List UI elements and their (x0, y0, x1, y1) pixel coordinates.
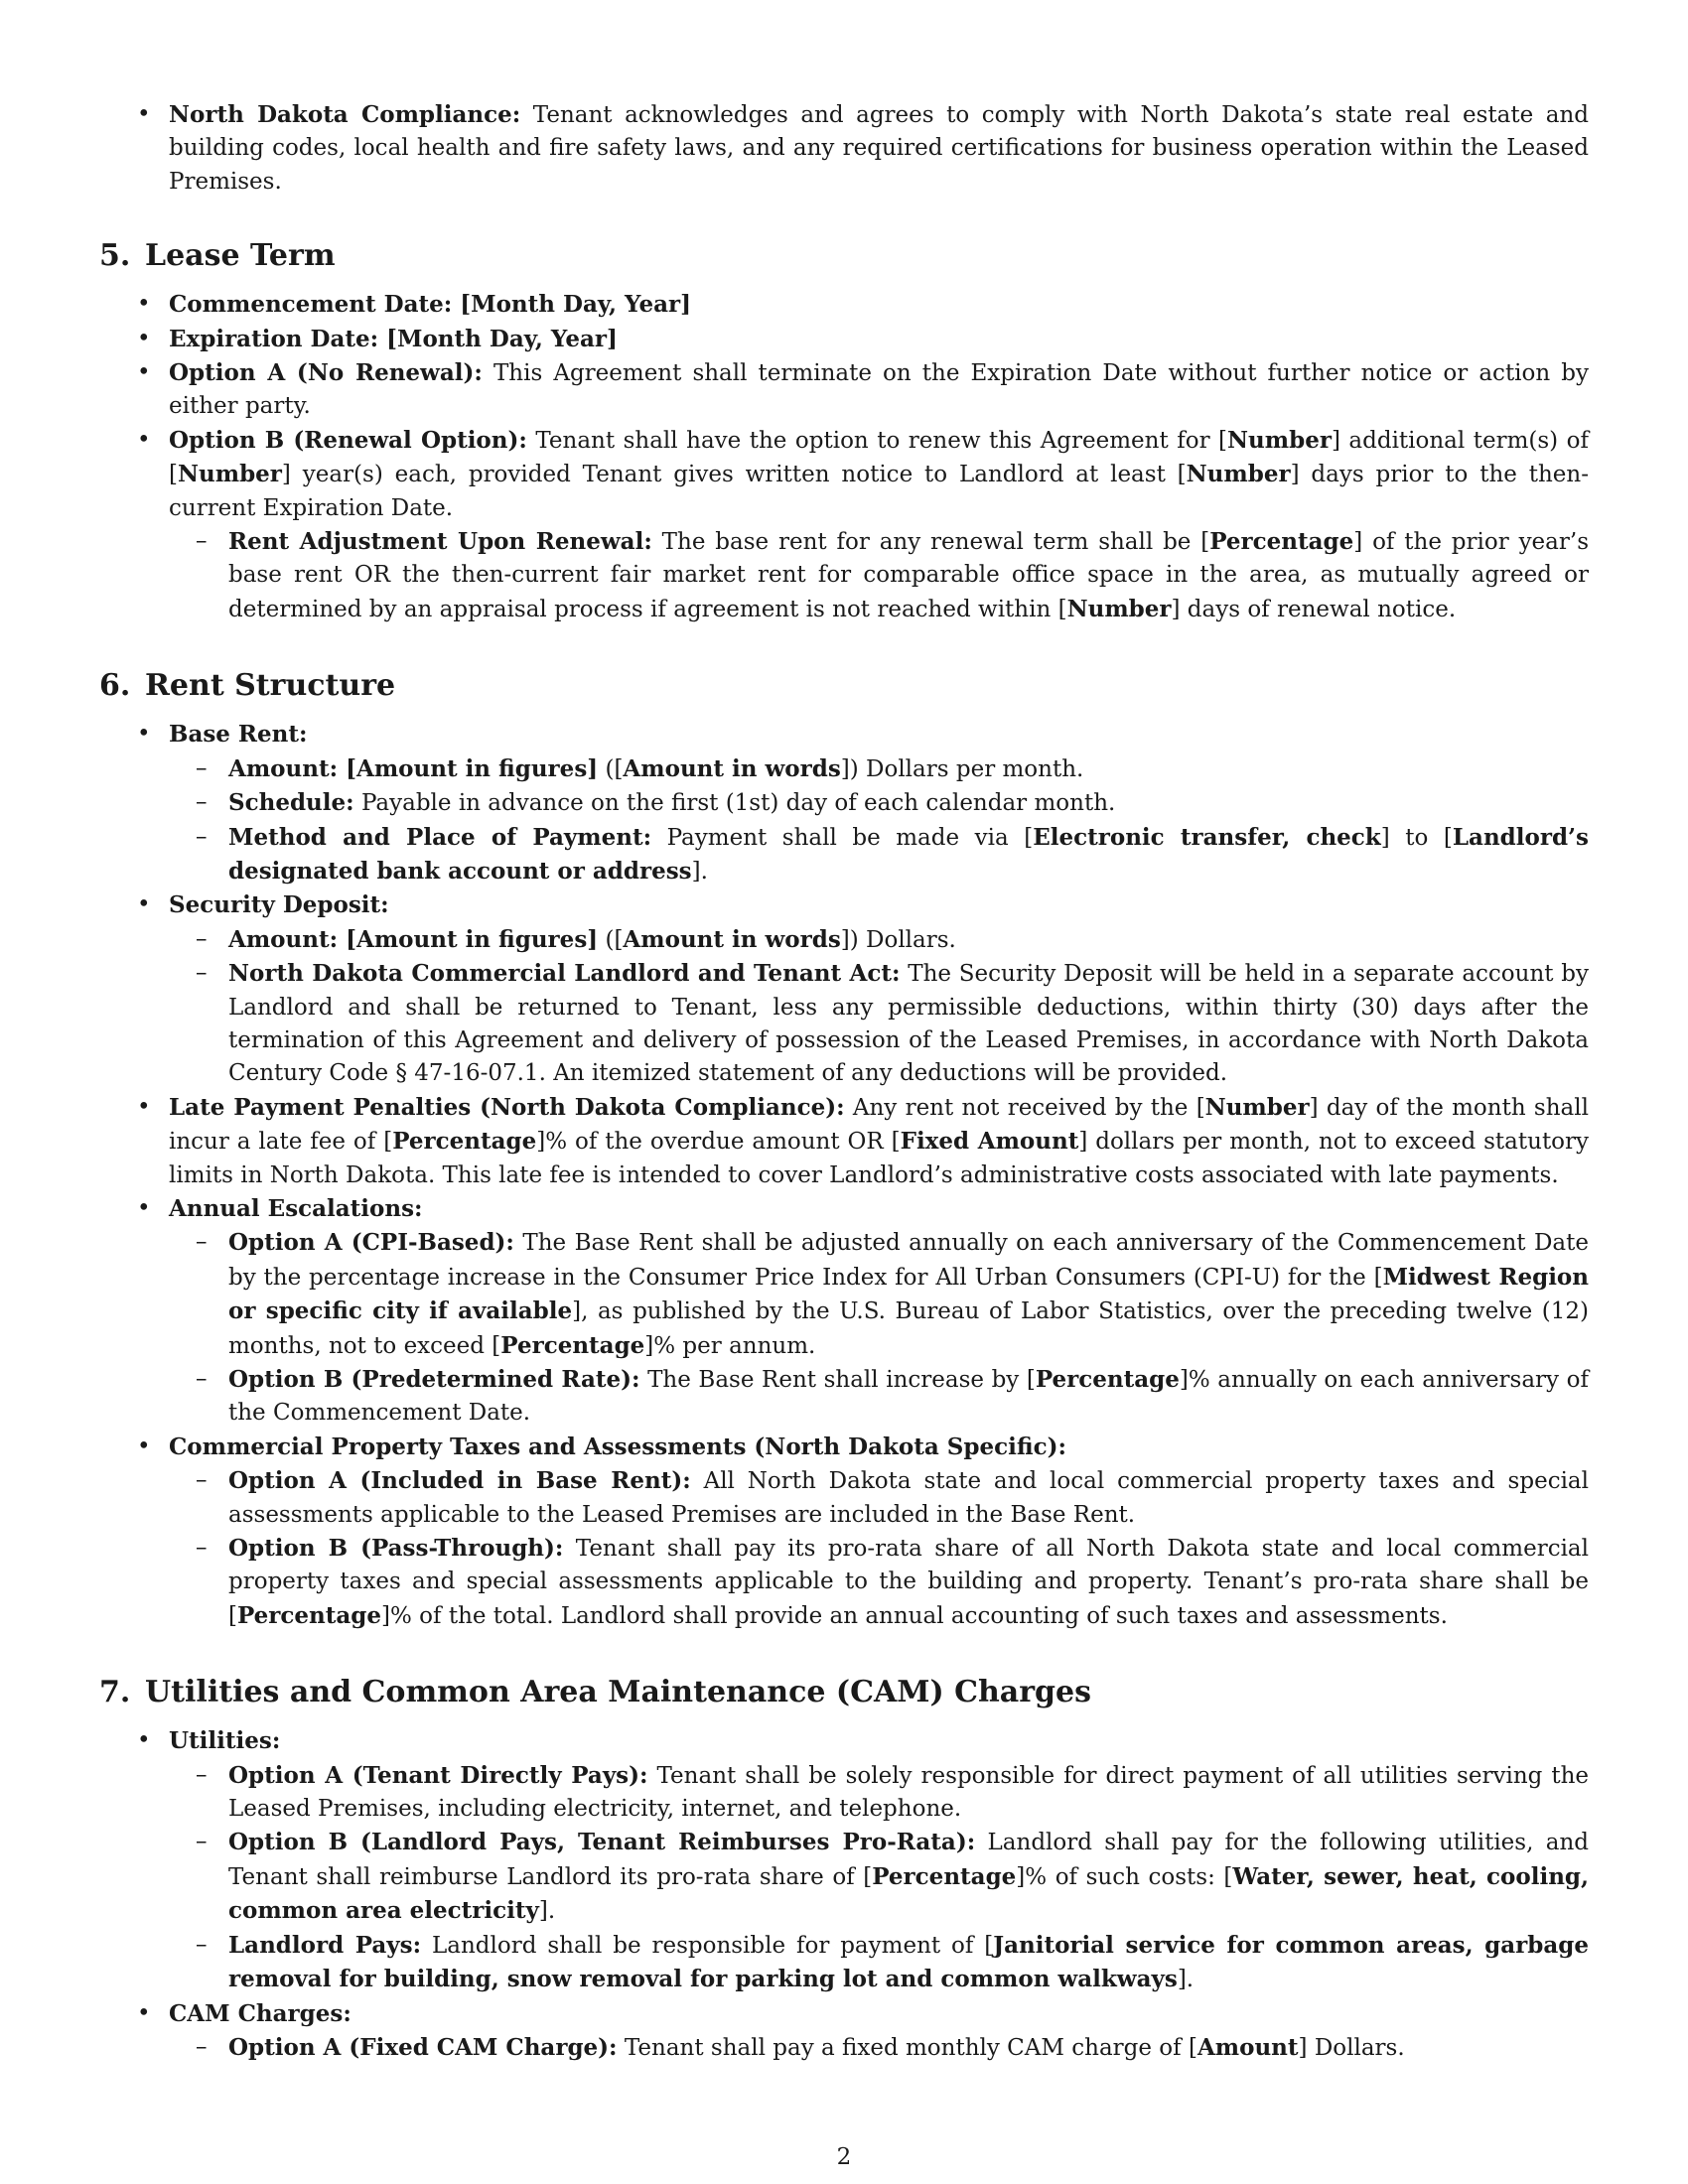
dash-marker: – (196, 1931, 208, 1958)
bold-text: Number (1186, 461, 1291, 488)
bold-text: Expiration Date: [Month Day, Year] (169, 325, 618, 352)
body-text: Tenant shall have the option to renew this Agreement for [ (526, 427, 1228, 454)
bold-text: North Dakota Commercial Landlord and Tenant Act: (228, 960, 901, 988)
bold-text: Amount in words (623, 925, 841, 953)
bullet-marker: • (137, 359, 151, 386)
section-heading (99, 666, 1589, 706)
body-text: This Agreement shall terminate on the Expiration Date without further notice or action by either party. (169, 360, 1589, 420)
list-item (99, 323, 1589, 356)
body-text: Tenant shall be solely responsible for direct payment of all utilities serving the Leased Premises, including electricity, internet, and telephone. (228, 1762, 1590, 1823)
bold-text: Option A (CPI-Based): (228, 1229, 514, 1257)
body-text: ]) Dollars. (840, 926, 956, 953)
bullet-marker: • (137, 101, 151, 127)
dash-marker: – (196, 925, 208, 952)
body-text: ]% of the overdue amount OR [ (536, 1129, 901, 1156)
list-item (99, 888, 1589, 922)
body-text: ] year(s) each, provided Tenant gives written notice to Landlord at least [ (281, 462, 1187, 488)
body-text: The base rent for any renewal term shall be [ (651, 529, 1210, 556)
body-text: The Security Deposit will be held in a separate account by Landlord and shall be returned to Tenant, less any permissible deductions, within thirty (30) days after the termination of this Agreement and delivery of possession of the Leased Premises, in accordance with North Dakota Century Code § 47-16-07.1. An itemized statement of any deductions will be provided. (228, 961, 1589, 1087)
body-text: Tenant shall pay a fixed monthly CAM charge of [ (617, 2034, 1197, 2061)
bold-text: Percentage (872, 1862, 1017, 1890)
bold-text: Amount: [Amount in figures] (228, 754, 599, 782)
sub-list-item (99, 1226, 1589, 1363)
body-text: Any rent not received by the [ (844, 1094, 1205, 1121)
bold-text: Percentage (1209, 528, 1354, 556)
body-text: ([ (598, 755, 624, 782)
bullet-marker: • (137, 1194, 151, 1221)
bold-text: Base Rent: (169, 721, 308, 749)
bold-text: Landlord Pays: (228, 1931, 422, 1959)
body-text: ]% of the total. Landlord shall provide an annual accounting of such taxes and assessments. (381, 1602, 1448, 1629)
body-text: ([ (598, 926, 624, 953)
bullet-marker: • (137, 721, 151, 748)
bold-text: Option A (Tenant Directly Pays): (228, 1761, 648, 1789)
body-text: Payable in advance on the first (1st) day of each calendar month. (353, 790, 1116, 817)
body-text: ]% of such costs: [ (1016, 1863, 1233, 1890)
section-title: Utilities and Common Area Maintenance (CAM) Charges (145, 1675, 1091, 1710)
sub-list-item (99, 1826, 1589, 1928)
sub-list-item (99, 1532, 1589, 1633)
dash-marker: – (196, 754, 208, 781)
bullet-marker: • (137, 1093, 151, 1120)
bold-text: Percentage (236, 1601, 382, 1629)
bold-text: Option A (Fixed CAM Charge): (228, 2033, 618, 2061)
body-text: ] day of the month shall incur a late fee of [ (169, 1094, 1589, 1156)
body-text: ]% annually on each anniversary of the Commencement Date. (228, 1367, 1589, 1427)
body-text: ] Dollars. (1298, 2034, 1405, 2061)
bold-text: Option B (Pass-Through): (228, 1535, 564, 1563)
dash-marker: – (196, 1761, 208, 1788)
sub-list-item (99, 525, 1589, 626)
sub-list-item (99, 1464, 1589, 1532)
sub-list-item (99, 786, 1589, 820)
list-item (99, 718, 1589, 751)
bold-text: Landlord’s designated bank account or address (228, 823, 1589, 885)
section-number: 6. (99, 668, 131, 704)
list-item (99, 1431, 1589, 1464)
bold-text: Amount (1196, 2033, 1299, 2061)
section-heading (99, 236, 1589, 276)
body-text: ]% per annum. (644, 1332, 816, 1359)
bullet-marker: • (137, 291, 151, 318)
dash-marker: – (196, 1467, 208, 1494)
bullet-marker: • (137, 1727, 151, 1754)
dash-marker: – (196, 1829, 208, 1855)
section-heading (99, 1673, 1589, 1712)
list-item (99, 1091, 1589, 1192)
sub-list-item (99, 1363, 1589, 1431)
body-text: ]. (691, 858, 708, 885)
dash-marker: – (196, 823, 208, 850)
list-item (99, 1724, 1589, 1758)
dash-marker: – (196, 960, 208, 987)
bold-text: Percentage (392, 1128, 537, 1156)
sub-list-item (99, 2031, 1589, 2065)
sub-list-item (99, 1759, 1589, 1827)
body-text: ] to [ (1380, 824, 1453, 851)
bold-text: Commercial Property Taxes and Assessments (North Dakota Specific): (169, 1433, 1066, 1460)
body-text: All North Dakota state and local commercial property taxes and special assessments applicable to the Leased Premises are included in the Base Rent. (228, 1468, 1589, 1528)
bullet-marker: • (137, 426, 151, 453)
dash-marker: – (196, 1229, 208, 1256)
section-number: 7. (99, 1675, 131, 1710)
body-text: Landlord shall be responsible for payment of [ (421, 1932, 994, 1959)
body-text: ] days of renewal notice. (1171, 596, 1457, 622)
sub-list-item (99, 1929, 1589, 1997)
item-text: Tenant acknowledges and agrees to comply with North Dakota’s state real estate and building codes, local health and fire safety laws, and any required certifications for business operation within the Leased Premises. (169, 102, 1589, 195)
list-item (99, 424, 1589, 525)
sub-list-item (99, 923, 1589, 957)
bold-text: Number (177, 461, 282, 488)
body-text: ] dollars per month, not to exceed statutory limits in North Dakota. This late fee is intended to cover Landlord’s administrative costs associated with late payments. (169, 1129, 1590, 1188)
dash-marker: – (196, 2033, 208, 2060)
list-item (99, 288, 1589, 322)
list-item (99, 356, 1589, 424)
bold-text: Option B (Predetermined Rate): (228, 1366, 640, 1393)
bullet-marker: • (137, 1433, 151, 1459)
bold-text: Late Payment Penalties (North Dakota Compliance): (169, 1093, 845, 1121)
bold-text: Rent Adjustment Upon Renewal: (228, 528, 652, 556)
list-item (99, 1997, 1589, 2031)
bullet-marker: • (137, 891, 151, 918)
bold-text: Security Deposit: (169, 891, 389, 919)
list-item (99, 1192, 1589, 1226)
bold-text: Number (1066, 595, 1172, 622)
body-text: Tenant shall pay its pro-rata share of all North Dakota state and local commercial property taxes and special assessments applicable to the building and property. Tenant’s pro-rata share shall be [ (228, 1536, 1589, 1629)
bold-text: Electronic transfer, check (1033, 823, 1381, 851)
body-text: ]. (538, 1898, 556, 1925)
bold-text: Number (1204, 1093, 1310, 1121)
bullet-marker: • (137, 1999, 151, 2026)
dash-marker: – (196, 789, 208, 816)
bold-text: Amount in words (623, 754, 841, 782)
section-title: Lease Term (145, 238, 336, 274)
body-text: ] additional term(s) of [ (169, 427, 1589, 488)
bold-text: Option B (Renewal Option): (169, 426, 527, 454)
bold-text: Option B (Landlord Pays, Tenant Reimburses Pro-Rata): (228, 1829, 976, 1856)
bold-text: Option A (No Renewal): (169, 359, 483, 387)
dash-marker: – (196, 528, 208, 555)
bold-text: Number (1227, 426, 1332, 454)
bullet-marker: • (137, 325, 151, 351)
bold-text: Schedule: (228, 789, 354, 817)
sub-list-item (99, 752, 1589, 786)
bold-text: Method and Place of Payment: (228, 823, 652, 851)
body-text: Landlord shall pay for the following utilities, and Tenant shall reimburse Landlord its pro-rata share of [ (228, 1830, 1589, 1890)
dash-marker: – (196, 1535, 208, 1562)
body-text: ] days prior to the then-current Expiration Date. (169, 462, 1589, 521)
bold-text: Percentage (500, 1331, 645, 1359)
body-text: ] of the prior year’s base rent OR the then-current fair market rent for comparable office space in the area, as mutually agreed or determined by an appraisal process if agreement is not reached within [ (228, 529, 1589, 622)
body-text: Payment shall be made via [ (651, 824, 1034, 851)
bold-text: Percentage (1035, 1366, 1180, 1393)
bold-text: Utilities: (169, 1727, 281, 1755)
body-text: ]. (1177, 1967, 1195, 1993)
list-item (99, 98, 1589, 199)
dash-marker: – (196, 1366, 208, 1392)
bold-text: Janitorial service for common areas, garbage removal for building, snow removal for parking lot and common walkways (228, 1931, 1589, 1993)
bold-text: Annual Escalations: (169, 1194, 423, 1222)
bold-text: Fixed Amount (900, 1128, 1079, 1156)
sub-list-item (99, 957, 1589, 1091)
page-number: 2 (836, 2144, 852, 2170)
body-text: The Base Rent shall be adjusted annually on each anniversary of the Commencement Date by the percentage increase in the Consumer Price Index for All Urban Consumers (CPI-U) for the [ (228, 1230, 1589, 1291)
body-text: The Base Rent shall increase by [ (639, 1367, 1036, 1393)
document-body (99, 98, 1589, 2065)
bold-text: CAM Charges: (169, 1999, 352, 2027)
bold-text: Commencement Date: [Month Day, Year] (169, 291, 691, 319)
bold-text: Water, sewer, heat, cooling, common area electricity (228, 1862, 1590, 1925)
bold-text: Midwest Region or specific city if available (228, 1263, 1589, 1325)
body-text: ], as published by the U.S. Bureau of Labor Statistics, over the preceding twelve (12) months, not to exceed [ (228, 1298, 1589, 1359)
body-text: ]) Dollars per month. (840, 755, 1084, 782)
section-title: Rent Structure (145, 668, 396, 704)
bold-text: Amount: [Amount in figures] (228, 925, 599, 953)
item-label: North Dakota Compliance: (169, 101, 521, 128)
sub-list-item (99, 821, 1589, 889)
bold-text: Option A (Included in Base Rent): (228, 1467, 691, 1495)
section-number: 5. (99, 238, 131, 274)
